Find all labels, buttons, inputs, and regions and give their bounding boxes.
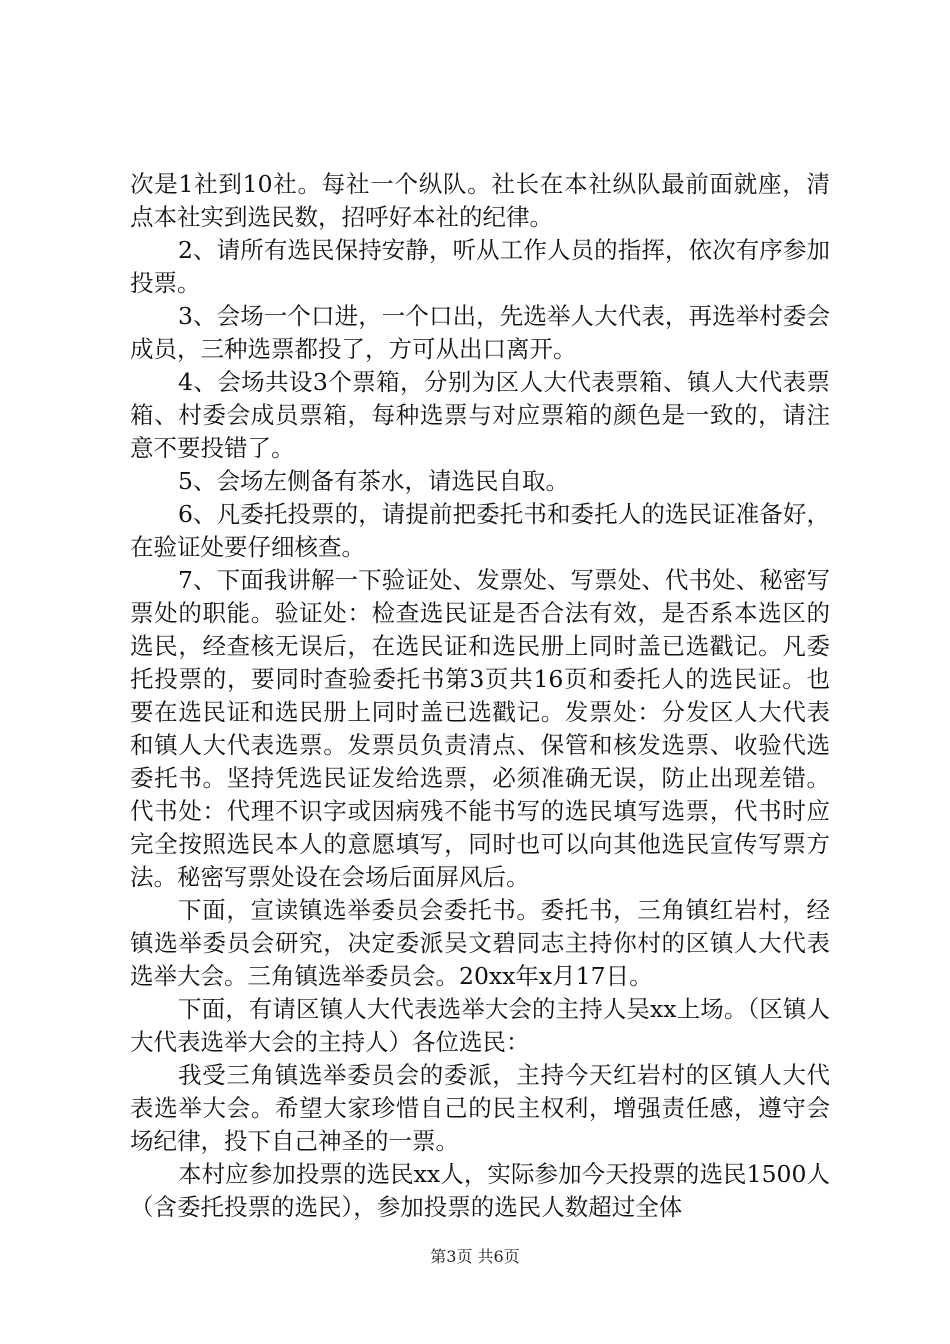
page-number: 第3页 共6页 <box>430 1247 520 1266</box>
paragraph: 我受三角镇选举委员会的委派，主持今天红岩村的区镇人大代表选举大会。希望大家珍惜自己的民主权利，增强责任感，遵守会场纪律，投下自己神圣的一票。 <box>130 1061 830 1155</box>
paragraph: 2、请所有选民保持安静，听从工作人员的指挥，依次有序参加投票。 <box>130 236 830 297</box>
paragraph: 次是1社到10社。每社一个纵队。社长在本社纵队最前面就座，清点本社实到选民数，招呼好本社的纪律。 <box>130 170 830 231</box>
paragraph: 5、会场左侧备有茶水，请选民自取。 <box>178 467 569 495</box>
document-body <box>130 168 830 1224</box>
paragraph: 3、会场一个口进，一个口出，先选举人大代表，再选举村委会成员，三种选票都投了，方可从出口离开。 <box>130 302 830 363</box>
paragraph: 下面，有请区镇人大代表选举大会的主持人吴xx上场。（区镇人大代表选举大会的主持人）各位选民： <box>130 995 830 1056</box>
paragraph: 本村应参加投票的选民xx人，实际参加今天投票的选民1500人（含委托投票的选民），参加投票的选民人数超过全体 <box>130 1160 830 1221</box>
paragraph: 下面，宣读镇选举委员会委托书。委托书，三角镇红岩村，经镇选举委员会研究，决定委派吴文碧同志主持你村的区镇人大代表选举大会。三角镇选举委员会。20xx年x月17日。 <box>130 896 830 990</box>
paragraph: 4、会场共设3个票箱，分别为区人大代表票箱、镇人大代表票箱、村委会成员票箱，每种选票与对应票箱的颜色是一致的，请注意不要投错了。 <box>130 368 830 462</box>
paragraph: 6、凡委托投票的，请提前把委托书和委托人的选民证准备好，在验证处要仔细核查。 <box>130 500 830 561</box>
paragraph: 7、下面我讲解一下验证处、发票处、写票处、代书处、秘密写票处的职能。验证处：检查选民证是否合法有效，是否系本选区的选民，经查核无误后，在选民证和选民册上同时盖已选戳记。凡委托投票的，要同时查验委托书第3页共16页和委托人的选民证。也要在选民证和选民册上同时盖已选戳记。发票处：分发区人大代表和镇人大代表选票。发票员负责清点、保管和核发选票、收验代选委托书。坚持凭选民证发给选票，必须准确无误，防止出现差错。代书处：代理不识字或因病残不能书写的选民填写选票，代书时应完全按照选民本人的意愿填写，同时也可以向其他选民宣传写票方法。秘密写票处设在会场后面屏风后。 <box>130 566 830 891</box>
